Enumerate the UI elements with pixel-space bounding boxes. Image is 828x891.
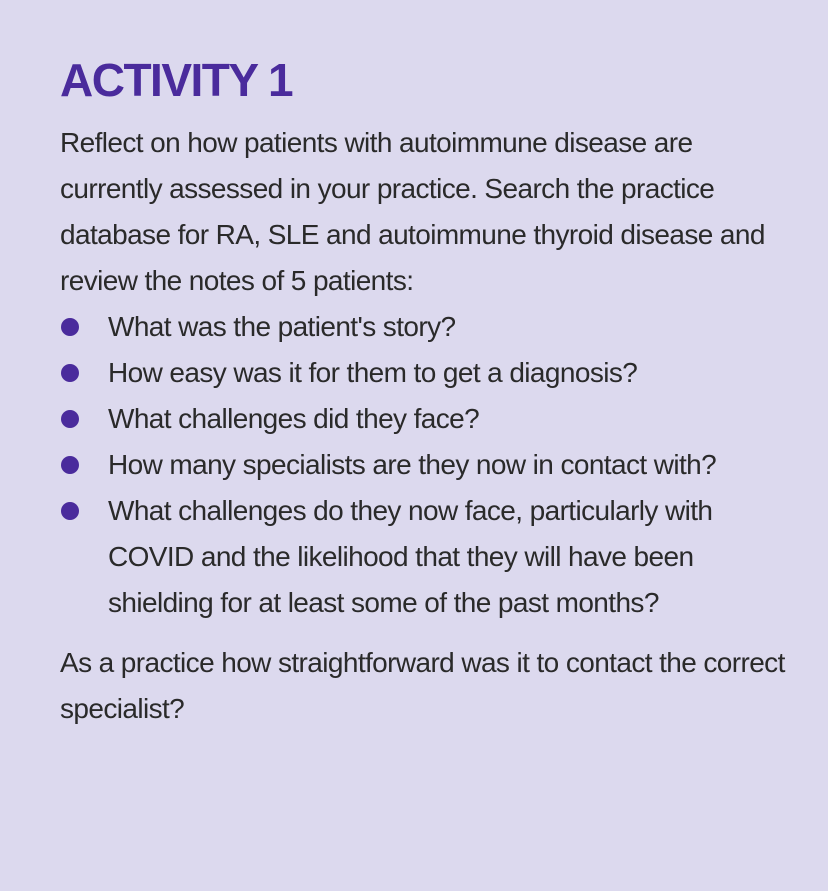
bullet-dot-icon [61, 456, 79, 474]
list-item-text: How many specialists are they now in contact with? [108, 449, 717, 480]
bullet-dot-icon [61, 364, 79, 382]
list-item-text: What challenges did they face? [108, 403, 480, 434]
list-item [60, 304, 788, 350]
question-list [60, 304, 788, 626]
list-item [60, 396, 788, 442]
bullet-dot-icon [61, 410, 79, 428]
activity-closing: As a practice how straightforward was it to contact the correct specialist? [60, 647, 785, 724]
list-item-text: What challenges do they now face, particularly with COVID and the likelihood that they will have been shielding for at least some of the past months? [108, 495, 713, 618]
bullet-dot-icon [61, 502, 79, 520]
bullet-dot-icon [61, 318, 79, 336]
list-item [60, 488, 788, 626]
list-item-text: How easy was it for them to get a diagnosis? [108, 357, 638, 388]
activity-intro: Reflect on how patients with autoimmune disease are currently assessed in your practice. Search the practice database for RA, SLE and autoimmune thyroid disease and review the notes of 5 patients: [60, 127, 765, 296]
list-item [60, 350, 788, 396]
list-item [60, 442, 788, 488]
list-item-text: What was the patient's story? [108, 311, 456, 342]
activity-title: ACTIVITY 1 [60, 54, 293, 106]
